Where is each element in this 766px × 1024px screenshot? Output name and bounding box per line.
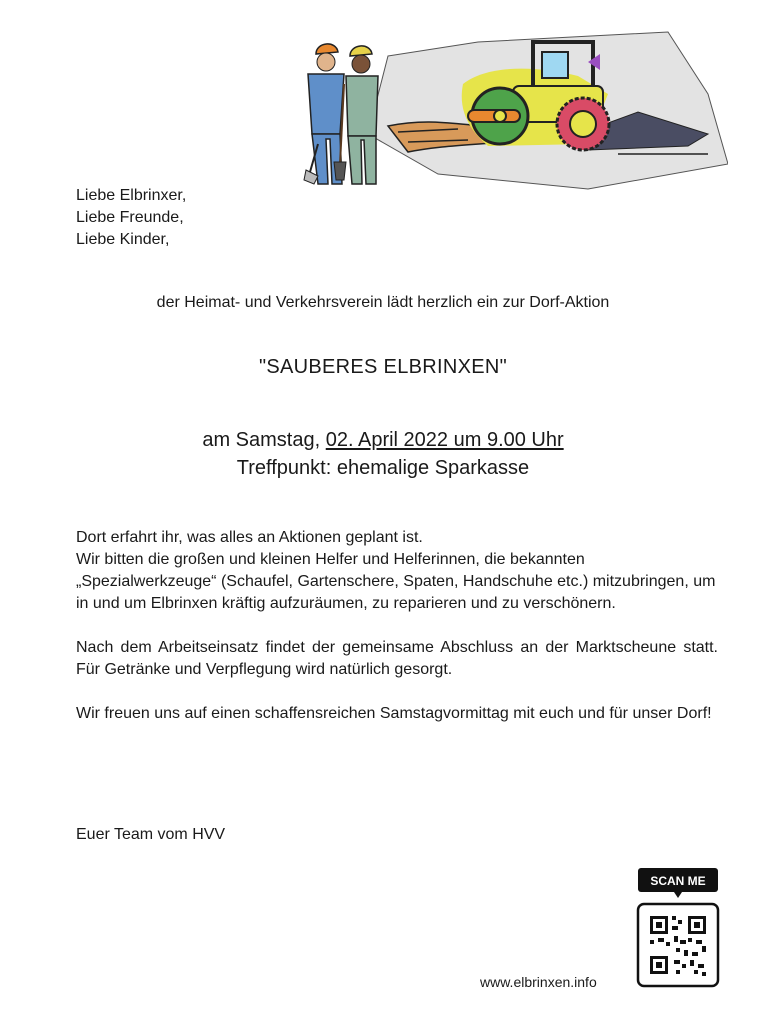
scan-me-label: SCAN ME [650,874,706,888]
event-date-time: 02. April 2022 um 9.00 Uhr [325,429,564,451]
greeting-line-3: Liebe Kinder, [76,231,170,248]
greeting-line-1: Liebe Elbrinxer, [76,187,187,204]
greeting-block [76,185,186,251]
meeting-point: Treffpunkt: ehemalige Sparkasse [236,457,530,479]
paragraph-3: Wir freuen uns auf einen schaffensreichen Samstagvormittag mit euch und für unser Dorf! [76,705,712,722]
event-date-line [0,426,766,454]
greeting-line-2: Liebe Freunde, [76,209,184,226]
paragraph-1-request: Wir bitten die großen und kleinen Helfer und Helferinnen, die bekannten „Spezialwerkzeuge“ (Schaufel, Gartenschere, Spaten, Handschuhe etc.) mitzubringen, um in und um Elbrinxen kräftig aufzuräumen, zu reparieren und zu verschönern. [76,551,716,612]
signature: Euer Team vom HVV [76,826,226,843]
paragraph-1 [76,527,718,615]
event-title: "SAUBERES ELBRINXEN" [258,356,508,378]
qr-code[interactable] [636,868,720,988]
invitation-line: der Heimat- und Verkehrsverein lädt herzlich ein zur Dorf-Aktion [156,294,610,311]
website-link[interactable]: www.elbrinxen.info [480,974,597,990]
paragraph-2: Nach dem Arbeitseinsatz findet der gemeinsame Abschluss an der Marktscheune statt. Für Getränke und Verpflegung wird natürlich gesorgt. [76,639,718,678]
paragraph-1-intro: Dort erfahrt ihr, was alles an Aktionen geplant ist. [76,529,423,546]
event-details [0,426,766,482]
body-text [76,527,718,747]
date-prefix: am Samstag, [202,429,326,451]
workers-road-roller-illustration [288,14,728,194]
